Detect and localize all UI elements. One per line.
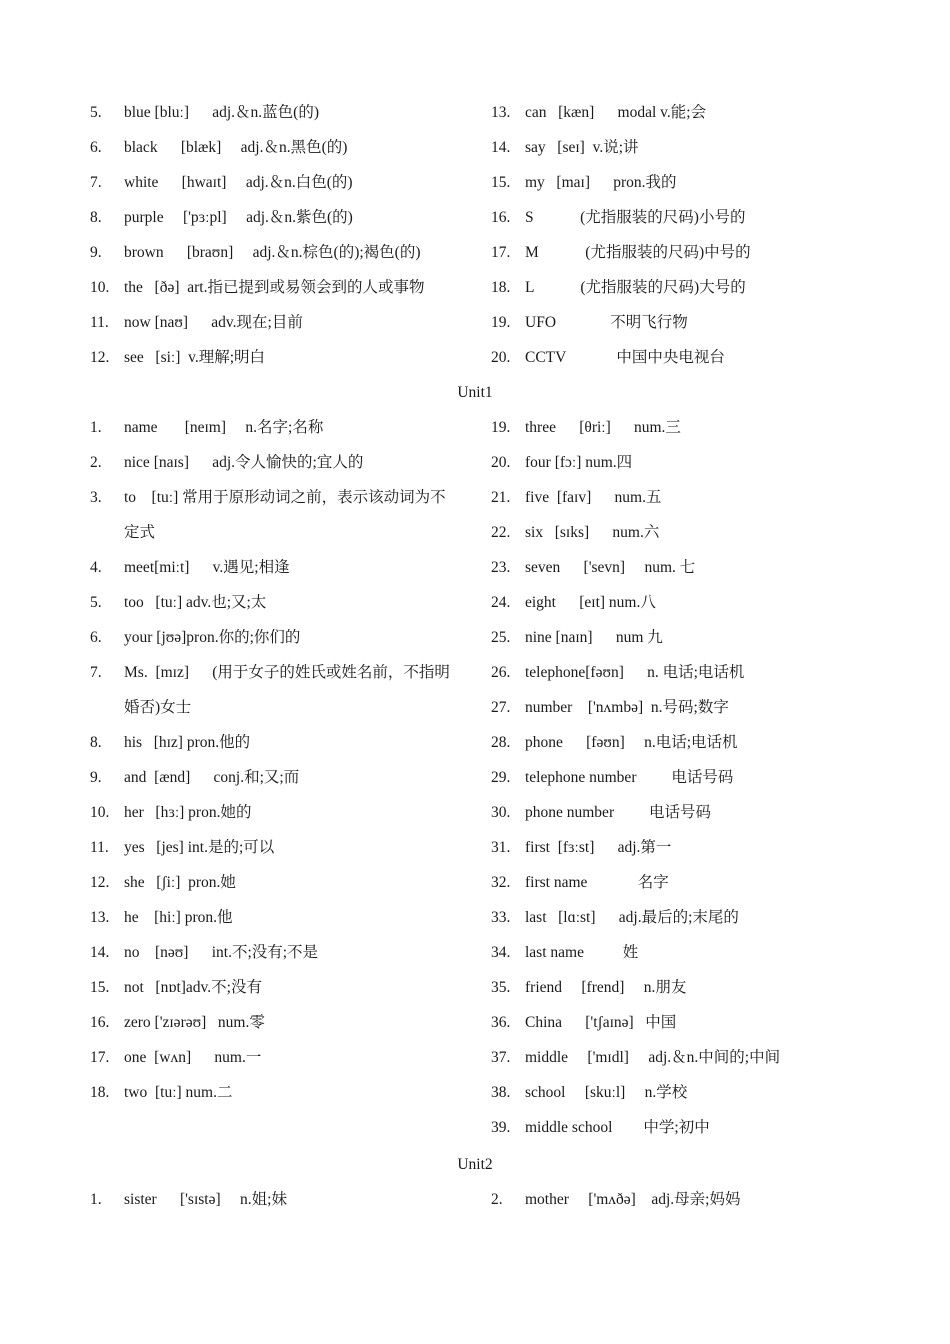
entry-number: 11. xyxy=(90,314,109,331)
entry-text: first name 名字 xyxy=(525,874,669,891)
entry-text: M (尤指服装的尺码)中号的 xyxy=(525,244,751,261)
vocab-entry xyxy=(491,970,891,1005)
entry-number: 8. xyxy=(90,734,102,751)
vocab-entry xyxy=(90,1040,470,1075)
entry-number: 16. xyxy=(491,209,511,226)
entry-number: 10. xyxy=(90,804,110,821)
entry-number: 16. xyxy=(90,1014,110,1031)
entry-text: now [naʊ] adv.现在;目前 xyxy=(124,314,303,331)
entry-text: your [jʊə]pron.你的;你们的 xyxy=(124,629,301,646)
vocab-entry xyxy=(90,1005,470,1040)
entry-number: 31. xyxy=(491,839,511,856)
entry-text: brown [braʊn] adj.＆n.棕色(的);褐色(的) xyxy=(124,244,421,261)
entry-text: middle school 中学;初中 xyxy=(525,1119,710,1136)
entry-text: and [ænd] conj.和;又;而 xyxy=(124,769,300,786)
entry-number: 38. xyxy=(491,1084,511,1101)
vocab-entry xyxy=(491,760,891,795)
entry-number: 18. xyxy=(90,1084,110,1101)
entry-text: telephone number 电话号码 xyxy=(525,769,734,786)
vocab-entry xyxy=(90,480,470,550)
vocab-entry xyxy=(90,935,470,970)
vocab-entry xyxy=(491,935,891,970)
entry-number: 33. xyxy=(491,909,511,926)
vocab-entry xyxy=(491,130,891,165)
vocab-entry xyxy=(491,830,891,865)
entry-text: she [ʃiː] pron.她 xyxy=(124,874,236,891)
vocab-entry xyxy=(90,760,470,795)
vocab-entry xyxy=(491,550,891,585)
entry-number: 14. xyxy=(491,139,511,156)
vocab-entry xyxy=(491,480,891,515)
vocab-entry xyxy=(491,95,891,130)
entry-number: 27. xyxy=(491,699,511,716)
entry-number: 6. xyxy=(90,629,102,646)
vocab-entry xyxy=(90,550,470,585)
entry-number: 26. xyxy=(491,664,511,681)
entry-number: 9. xyxy=(90,769,102,786)
entry-number: 1. xyxy=(90,419,102,436)
vocab-entry xyxy=(90,445,470,480)
entry-text: not [nɒt]adv.不;没有 xyxy=(124,979,262,996)
entry-text: eight [eɪt] num.八 xyxy=(525,594,656,611)
vocab-entry xyxy=(90,970,470,1005)
entry-number: 7. xyxy=(90,664,102,681)
vocab-entry xyxy=(491,270,891,305)
entry-text: zero ['zɪərəʊ] num.零 xyxy=(124,1014,265,1031)
vocab-entry xyxy=(90,585,470,620)
entry-number: 32. xyxy=(491,874,511,891)
entry-number: 7. xyxy=(90,174,102,191)
entry-number: 25. xyxy=(491,629,511,646)
entry-text: the [ðə] art.指已提到或易领会到的人或事物 xyxy=(124,279,425,296)
entry-text: Ms. [mɪz] (用于女子的姓氏或姓名前，不指明婚否)女士 xyxy=(124,664,450,716)
entry-number: 2. xyxy=(90,454,102,471)
entry-text: black [blæk] adj.＆n.黑色(的) xyxy=(124,139,348,156)
vocab-entry xyxy=(90,1182,470,1217)
entry-text: first [fɜːst] adj.第一 xyxy=(525,839,672,856)
entry-number: 4. xyxy=(90,559,102,576)
vocab-entry xyxy=(491,200,891,235)
entry-number: 20. xyxy=(491,454,511,471)
vocab-entry xyxy=(491,1075,891,1110)
entry-number: 29. xyxy=(491,769,511,786)
vocab-entry xyxy=(90,270,470,305)
vocab-entry xyxy=(491,620,891,655)
entry-number: 15. xyxy=(491,174,511,191)
entry-number: 12. xyxy=(90,349,110,366)
entry-number: 3. xyxy=(90,489,102,506)
entry-number: 18. xyxy=(491,279,511,296)
entry-number: 15. xyxy=(90,979,110,996)
entry-text: say [seɪ] v.说;讲 xyxy=(525,139,639,156)
entry-text: six [sɪks] num.六 xyxy=(525,524,660,541)
vocab-entry xyxy=(491,1040,891,1075)
entry-number: 22. xyxy=(491,524,511,541)
vocab-entry xyxy=(90,830,470,865)
entry-text: too [tuː] adv.也;又;太 xyxy=(124,594,267,611)
entry-number: 6. xyxy=(90,139,102,156)
vocab-entry xyxy=(90,165,470,200)
entry-text: blue [bluː] adj.＆n.蓝色(的) xyxy=(124,104,320,121)
entry-text: he [hiː] pron.他 xyxy=(124,909,233,926)
entry-text: my [maɪ] pron.我的 xyxy=(525,174,677,191)
entry-text: UFO 不明飞行物 xyxy=(525,314,688,331)
entry-number: 20. xyxy=(491,349,511,366)
entry-number: 28. xyxy=(491,734,511,751)
vocab-entry xyxy=(90,865,470,900)
entry-text: phone [fəʊn] n.电话;电话机 xyxy=(525,734,738,751)
entry-number: 1. xyxy=(90,1191,102,1208)
entry-number: 12. xyxy=(90,874,110,891)
entry-text: see [siː] v.理解;明白 xyxy=(124,349,266,366)
entry-text: five [faɪv] num.五 xyxy=(525,489,662,506)
entry-number: 39. xyxy=(491,1119,511,1136)
entry-number: 8. xyxy=(90,209,102,226)
vocab-entry xyxy=(90,655,470,725)
entry-text: friend [frend] n.朋友 xyxy=(525,979,687,996)
entry-text: phone number 电话号码 xyxy=(525,804,711,821)
entry-text: L (尤指服装的尺码)大号的 xyxy=(525,279,746,296)
entry-text: white [hwaɪt] adj.＆n.白色(的) xyxy=(124,174,353,191)
vocab-entry xyxy=(491,165,891,200)
entry-text: telephone[fəʊn] n. 电话;电话机 xyxy=(525,664,745,681)
entry-text: purple ['pɜːpl] adj.＆n.紫色(的) xyxy=(124,209,353,226)
vocab-entry xyxy=(90,795,470,830)
vocab-entry xyxy=(90,95,470,130)
entry-number: 5. xyxy=(90,104,102,121)
entry-number: 36. xyxy=(491,1014,511,1031)
entry-number: 17. xyxy=(491,244,511,261)
vocab-entry xyxy=(491,1182,891,1217)
vocab-entry xyxy=(491,340,891,375)
entry-number: 14. xyxy=(90,944,110,961)
entry-text: S (尤指服装的尺码)小号的 xyxy=(525,209,746,226)
entry-text: name [neɪm] n.名字;名称 xyxy=(124,419,324,436)
vocab-entry xyxy=(491,795,891,830)
vocab-entry xyxy=(491,1005,891,1040)
vocab-entry xyxy=(491,445,891,480)
vocab-entry xyxy=(90,410,470,445)
vocab-entry xyxy=(90,130,470,165)
entry-text: last name 姓 xyxy=(525,944,639,961)
entry-text: China ['tʃaɪnə] 中国 xyxy=(525,1014,677,1031)
entry-text: sister ['sɪstə] n.姐;妹 xyxy=(124,1191,287,1208)
entry-number: 10. xyxy=(90,279,110,296)
vocab-entry xyxy=(491,865,891,900)
unit-heading: Unit2 xyxy=(457,1156,493,1173)
entry-number: 34. xyxy=(491,944,511,961)
vocab-entry xyxy=(90,1075,470,1110)
entry-text: mother ['mʌðə] adj.母亲;妈妈 xyxy=(525,1191,741,1208)
vocab-entry xyxy=(90,235,470,270)
entry-number: 17. xyxy=(90,1049,110,1066)
entry-number: 23. xyxy=(491,559,511,576)
entry-number: 13. xyxy=(90,909,110,926)
vocab-entry xyxy=(90,305,470,340)
entry-text: seven ['sevn] num. 七 xyxy=(525,559,696,576)
entry-number: 35. xyxy=(491,979,511,996)
entry-text: two [tuː] num.二 xyxy=(124,1084,233,1101)
entry-number: 30. xyxy=(491,804,511,821)
entry-number: 24. xyxy=(491,594,511,611)
vocab-entry xyxy=(491,725,891,760)
entry-text: school [skuːl] n.学校 xyxy=(525,1084,688,1101)
vocab-entry xyxy=(90,900,470,935)
entry-number: 21. xyxy=(491,489,511,506)
entry-number: 37. xyxy=(491,1049,511,1066)
vocab-entry xyxy=(90,725,470,760)
entry-text: no [nəʊ] int.不;没有;不是 xyxy=(124,944,319,961)
vocab-entry xyxy=(90,340,470,375)
entry-text: four [fɔː] num.四 xyxy=(525,454,633,471)
entry-text: his [hɪz] pron.他的 xyxy=(124,734,251,751)
entry-text: nice [naɪs] adj.令人愉快的;宜人的 xyxy=(124,454,364,471)
unit-heading: Unit1 xyxy=(457,384,493,401)
vocab-entry xyxy=(491,305,891,340)
entry-text: three [θriː] num.三 xyxy=(525,419,681,436)
entry-number: 19. xyxy=(491,419,511,436)
entry-text: CCTV 中国中央电视台 xyxy=(525,349,725,366)
entry-number: 19. xyxy=(491,314,511,331)
entry-text: can [kæn] modal v.能;会 xyxy=(525,104,707,121)
vocab-entry xyxy=(491,515,891,550)
entry-text: her [hɜː] pron.她的 xyxy=(124,804,252,821)
vocab-entry xyxy=(491,900,891,935)
entry-number: 2. xyxy=(491,1191,503,1208)
entry-text: yes [jes] int.是的;可以 xyxy=(124,839,275,856)
vocab-entry xyxy=(491,690,891,725)
entry-number: 9. xyxy=(90,244,102,261)
entry-text: to [tuː] 常用于原形动词之前，表示该动词为不定式 xyxy=(124,489,446,541)
entry-text: one [wʌn] num.一 xyxy=(124,1049,262,1066)
entry-number: 5. xyxy=(90,594,102,611)
entry-text: meet[miːt] v.遇见;相逢 xyxy=(124,559,290,576)
vocab-entry xyxy=(491,1110,891,1145)
entry-text: last [lɑːst] adj.最后的;末尾的 xyxy=(525,909,739,926)
entry-number: 11. xyxy=(90,839,109,856)
entry-text: number ['nʌmbə] n.号码;数字 xyxy=(525,699,729,716)
entry-text: nine [naɪn] num 九 xyxy=(525,629,663,646)
vocab-entry xyxy=(491,585,891,620)
vocab-entry xyxy=(90,620,470,655)
entry-number: 13. xyxy=(491,104,511,121)
vocab-entry xyxy=(491,410,891,445)
vocab-entry xyxy=(491,655,891,690)
entry-text: middle ['mɪdl] adj.＆n.中间的;中间 xyxy=(525,1049,781,1066)
vocab-entry xyxy=(90,200,470,235)
vocab-entry xyxy=(491,235,891,270)
